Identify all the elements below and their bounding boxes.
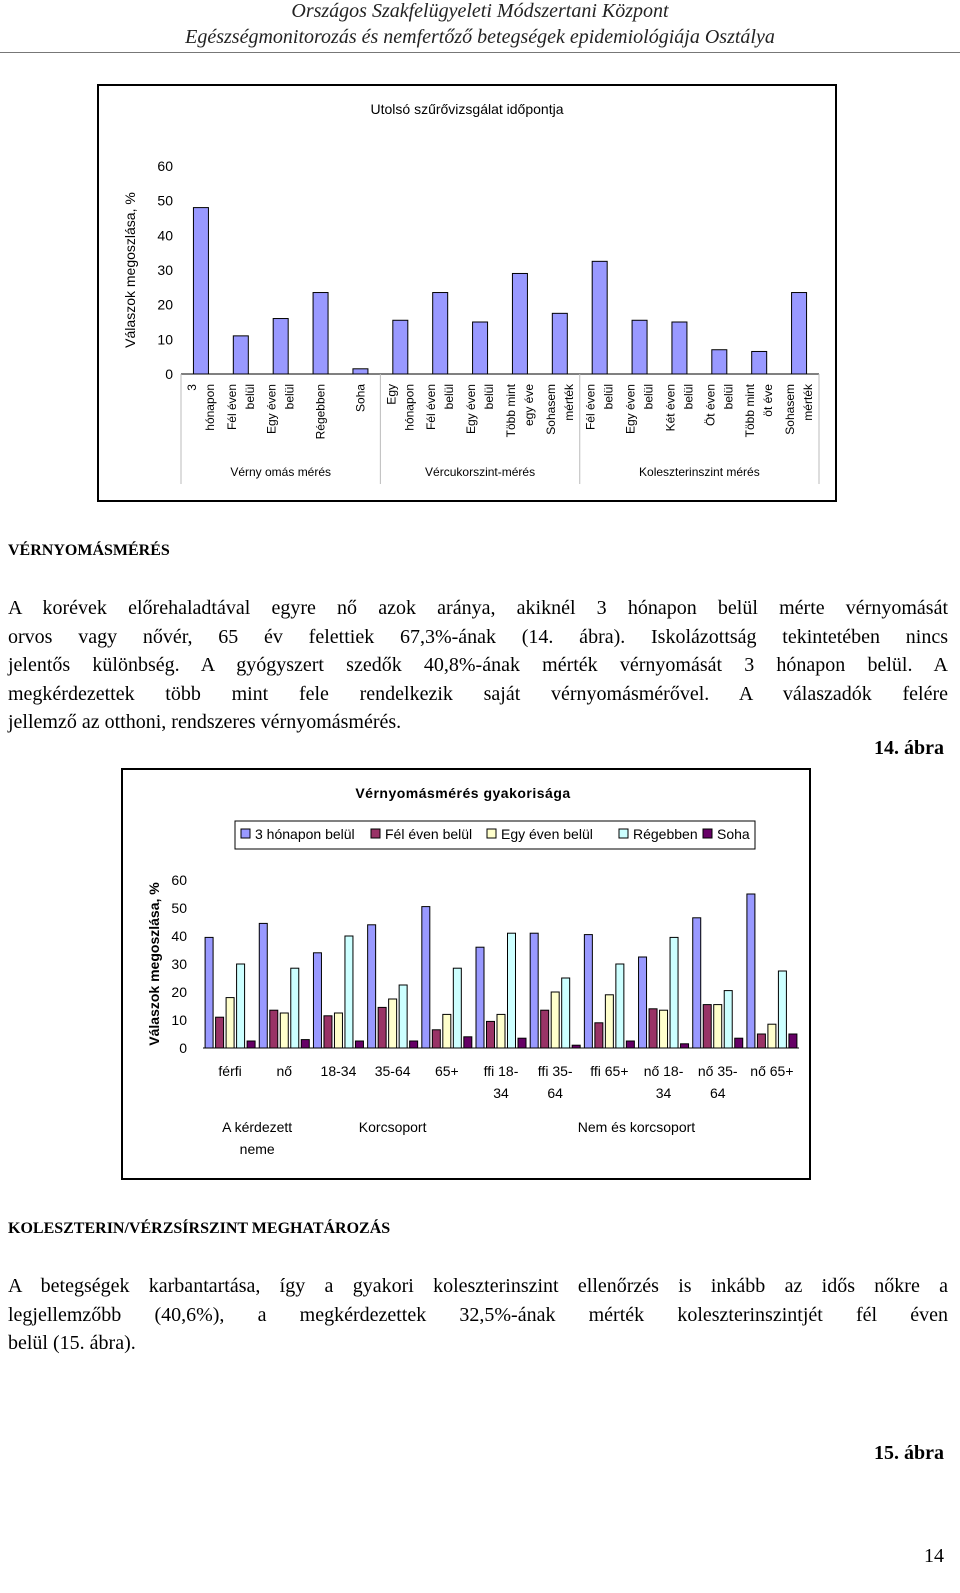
bar xyxy=(792,293,807,374)
bar xyxy=(324,1016,332,1048)
bar xyxy=(768,1024,776,1048)
legend xyxy=(235,821,755,849)
bar xyxy=(497,1014,505,1048)
legend-swatch xyxy=(371,829,380,838)
bar xyxy=(595,1023,603,1048)
group-label: Vérny omás mérés xyxy=(230,465,332,479)
chart-screening-box xyxy=(97,84,837,502)
paragraph-line: jelentős különbség. A gyógyszert szedők 40,8%-ának mérték vérnyomását 3 hónapon belül. A xyxy=(8,654,948,676)
bar xyxy=(259,923,267,1048)
x-tick-label: ffi 65+ xyxy=(590,1063,629,1079)
bar xyxy=(399,985,407,1048)
legend-label: 3 hónapon belül xyxy=(255,826,355,842)
bar xyxy=(562,978,570,1048)
x-tick-label: belül xyxy=(641,384,656,410)
group-label: A kérdezett xyxy=(222,1119,293,1135)
paragraph-line: megkérdezettek több mint fele rendelkezik saját vérnyomásmérővel. A válaszadók felére xyxy=(8,682,948,705)
section-title-blood-pressure: VÉRNYOMÁSMÉRÉS xyxy=(8,542,170,559)
group-label: Korcsoport xyxy=(358,1119,427,1135)
x-tick-label: Fél éven xyxy=(424,384,439,431)
x-tick-label: belül xyxy=(482,384,497,410)
bar xyxy=(508,933,516,1048)
bar xyxy=(714,1005,722,1048)
bar xyxy=(368,925,376,1048)
bar xyxy=(605,995,613,1048)
y-tick-label: 60 xyxy=(171,872,187,888)
y-tick-label: 50 xyxy=(157,192,173,209)
x-tick-label: 65+ xyxy=(434,1063,459,1079)
paragraph-line: orvos vagy nővér, 65 év felettiek 67,3%-ának (14. ábra). Iskolázottság tekintetében nincs xyxy=(8,625,948,648)
bar xyxy=(355,1041,363,1048)
bar xyxy=(270,1010,278,1048)
x-tick-label: Egy xyxy=(384,384,399,405)
x-tick-label: mérték xyxy=(561,384,576,421)
bar xyxy=(724,991,732,1048)
bar xyxy=(518,1038,526,1048)
bar xyxy=(752,351,767,374)
bar xyxy=(670,937,678,1048)
page-number: 14 xyxy=(924,1545,944,1567)
y-tick-label: 10 xyxy=(171,1012,187,1028)
bar xyxy=(616,964,624,1048)
bar xyxy=(247,1041,255,1048)
legend-label: Soha xyxy=(717,826,750,842)
x-tick-label: Fél éven xyxy=(583,384,598,431)
x-tick-label: Egy éven xyxy=(464,384,479,435)
chart-screening xyxy=(99,86,835,500)
bar xyxy=(273,319,288,374)
y-tick-label: 30 xyxy=(157,262,173,278)
bar xyxy=(672,322,687,374)
group-label: Koleszterinszint mérés xyxy=(639,465,760,479)
y-tick-label: 30 xyxy=(171,956,187,972)
y-tick-label: 50 xyxy=(171,900,187,916)
bar xyxy=(632,320,647,374)
paragraph-line: legjellemzőbb (40,6%), a megkérdezettek 32,5%-ának mérték koleszterinszintjét fél éven xyxy=(8,1303,948,1326)
bar xyxy=(541,1010,549,1048)
bar xyxy=(334,1013,342,1048)
bar xyxy=(584,935,592,1048)
bar xyxy=(735,1038,743,1048)
bar xyxy=(512,273,527,374)
paragraph-line: belül (15. ábra). xyxy=(8,1332,136,1354)
x-tick-label: Sohasem xyxy=(783,384,798,435)
bar xyxy=(378,1007,386,1048)
x-tick-label: belül xyxy=(242,384,257,410)
bar xyxy=(626,1041,634,1048)
x-tick-label: egy éve xyxy=(521,384,536,427)
x-tick-label: nő 18- xyxy=(643,1063,684,1079)
bar xyxy=(551,992,559,1048)
bar xyxy=(216,1017,224,1048)
bar xyxy=(473,322,488,374)
x-tick-label: 64 xyxy=(709,1085,726,1101)
bar xyxy=(393,320,408,374)
x-tick-label: Soha xyxy=(353,384,368,413)
bar xyxy=(703,1005,711,1048)
x-tick-label: nő xyxy=(276,1063,293,1079)
bar xyxy=(681,1044,689,1048)
bar xyxy=(639,957,647,1048)
figure-label-15: 15. ábra xyxy=(874,1442,944,1464)
bar xyxy=(789,1034,797,1048)
bar xyxy=(301,1040,309,1048)
bar xyxy=(592,261,607,374)
legend-label: Egy éven belül xyxy=(501,826,593,842)
bar xyxy=(237,964,245,1048)
x-tick-label: Több mint xyxy=(503,384,518,438)
y-tick-label: 40 xyxy=(157,227,173,244)
x-tick-label: mérték xyxy=(801,384,816,421)
bar xyxy=(193,208,208,374)
bar xyxy=(530,933,538,1048)
x-tick-label: férfi xyxy=(218,1063,242,1079)
y-tick-label: 20 xyxy=(157,296,173,313)
chart-bp-frequency xyxy=(123,770,809,1178)
bar xyxy=(487,1021,495,1048)
x-tick-label: Öt éven xyxy=(703,384,718,427)
figure-label-14: 14. ábra xyxy=(874,737,944,759)
chart-title: Utolsó szűrővizsgálat időpontja xyxy=(370,101,564,117)
chart-title: Vérnyomásmérés gyakorisága xyxy=(355,785,571,801)
x-tick-label: belül xyxy=(601,384,616,410)
bar xyxy=(453,968,461,1048)
bar xyxy=(476,947,484,1048)
legend-swatch xyxy=(241,829,250,838)
x-tick-label: nő 35- xyxy=(697,1063,738,1079)
x-tick-label: öt éve xyxy=(761,384,776,417)
bar xyxy=(433,293,448,374)
paragraph-line: A betegségek karbantartása, így a gyakori koleszterinszint ellenőrzés is inkább az idős nőkre a xyxy=(8,1275,948,1297)
bar xyxy=(226,998,234,1048)
x-tick-label: hónapon xyxy=(202,384,217,431)
bar xyxy=(778,971,786,1048)
bar xyxy=(747,894,755,1048)
x-tick-label: belül xyxy=(681,384,696,410)
bar xyxy=(389,999,397,1048)
bar xyxy=(432,1030,440,1048)
x-tick-label: belül xyxy=(282,384,297,410)
y-tick-label: 10 xyxy=(157,331,173,348)
x-tick-label: Két éven xyxy=(663,384,678,432)
bar xyxy=(552,313,567,374)
chart-bp-frequency-box xyxy=(121,768,811,1180)
header-divider xyxy=(0,52,960,53)
y-axis-label: Válaszok megoszlása, % xyxy=(146,882,162,1046)
x-tick-label: Régebben xyxy=(313,384,328,440)
x-tick-label: Egy éven xyxy=(623,384,638,435)
y-tick-label: 60 xyxy=(157,158,173,174)
header-institution: Országos Szakfelügyeleti Módszertani Központ xyxy=(291,0,669,22)
bar xyxy=(422,907,430,1048)
group-label: Nem és korcsoport xyxy=(577,1119,696,1135)
bar xyxy=(205,937,213,1048)
group-label: Vércukorszint-mérés xyxy=(425,465,536,479)
x-tick-label: ffi 18- xyxy=(483,1063,519,1079)
legend-swatch xyxy=(703,829,712,838)
y-tick-label: 40 xyxy=(171,928,187,944)
section-title-cholesterol: KOLESZTERIN/VÉRZSÍRSZINT MEGHATÁROZÁS xyxy=(8,1220,391,1237)
bar xyxy=(233,336,248,374)
y-axis-label: Válaszok megoszlása, % xyxy=(122,192,138,348)
paragraph-cholesterol xyxy=(8,1272,948,1358)
x-tick-label: belül xyxy=(442,384,457,410)
bar xyxy=(345,936,353,1048)
bar xyxy=(410,1041,418,1048)
group-label: neme xyxy=(239,1141,275,1157)
x-tick-label: 34 xyxy=(655,1085,672,1101)
bar xyxy=(649,1009,657,1048)
legend-label: Régebben xyxy=(633,826,698,842)
bar xyxy=(443,1014,451,1048)
bar xyxy=(757,1034,765,1048)
x-tick-label: ffi 35- xyxy=(537,1063,573,1079)
bar xyxy=(660,1010,668,1048)
legend-swatch xyxy=(619,829,628,838)
x-tick-label: 35-64 xyxy=(374,1063,411,1079)
x-tick-label: Több mint xyxy=(743,384,758,438)
x-tick-label: Fél éven xyxy=(224,384,239,431)
legend-swatch xyxy=(487,829,496,838)
x-tick-label: 64 xyxy=(547,1085,563,1101)
header-department: Egészségmonitorozás és nemfertőző betegségek epidemiológiája Osztálya xyxy=(185,26,775,48)
bar xyxy=(280,1013,288,1048)
x-tick-label: belül xyxy=(721,384,736,410)
bar xyxy=(572,1045,580,1048)
bar xyxy=(464,1037,472,1048)
bar xyxy=(313,953,321,1048)
bar xyxy=(353,369,368,374)
paragraph-line: A korévek előrehaladtával egyre nő azok aránya, akiknél 3 hónapon belül mérte vérnyomását xyxy=(8,597,948,619)
bar xyxy=(693,918,701,1048)
bar xyxy=(291,968,299,1048)
x-tick-label: 34 xyxy=(493,1085,509,1101)
legend-label: Fél éven belül xyxy=(385,826,473,842)
x-tick-label: 3 xyxy=(184,384,199,391)
bar xyxy=(712,350,727,374)
y-tick-label: 0 xyxy=(165,366,173,382)
y-tick-label: 20 xyxy=(171,984,187,1000)
x-tick-label: Egy éven xyxy=(264,384,279,435)
x-tick-label: hónapon xyxy=(402,384,417,431)
paragraph-line: jellemző az otthoni, rendszeres vérnyomásmérés. xyxy=(8,711,402,733)
bar xyxy=(313,293,328,374)
y-tick-label: 0 xyxy=(179,1040,187,1056)
x-tick-label: Sohasem xyxy=(543,384,558,435)
x-tick-label: nő 65+ xyxy=(750,1063,794,1079)
x-tick-label: 18-34 xyxy=(320,1063,357,1079)
paragraph-blood-pressure xyxy=(8,594,948,737)
